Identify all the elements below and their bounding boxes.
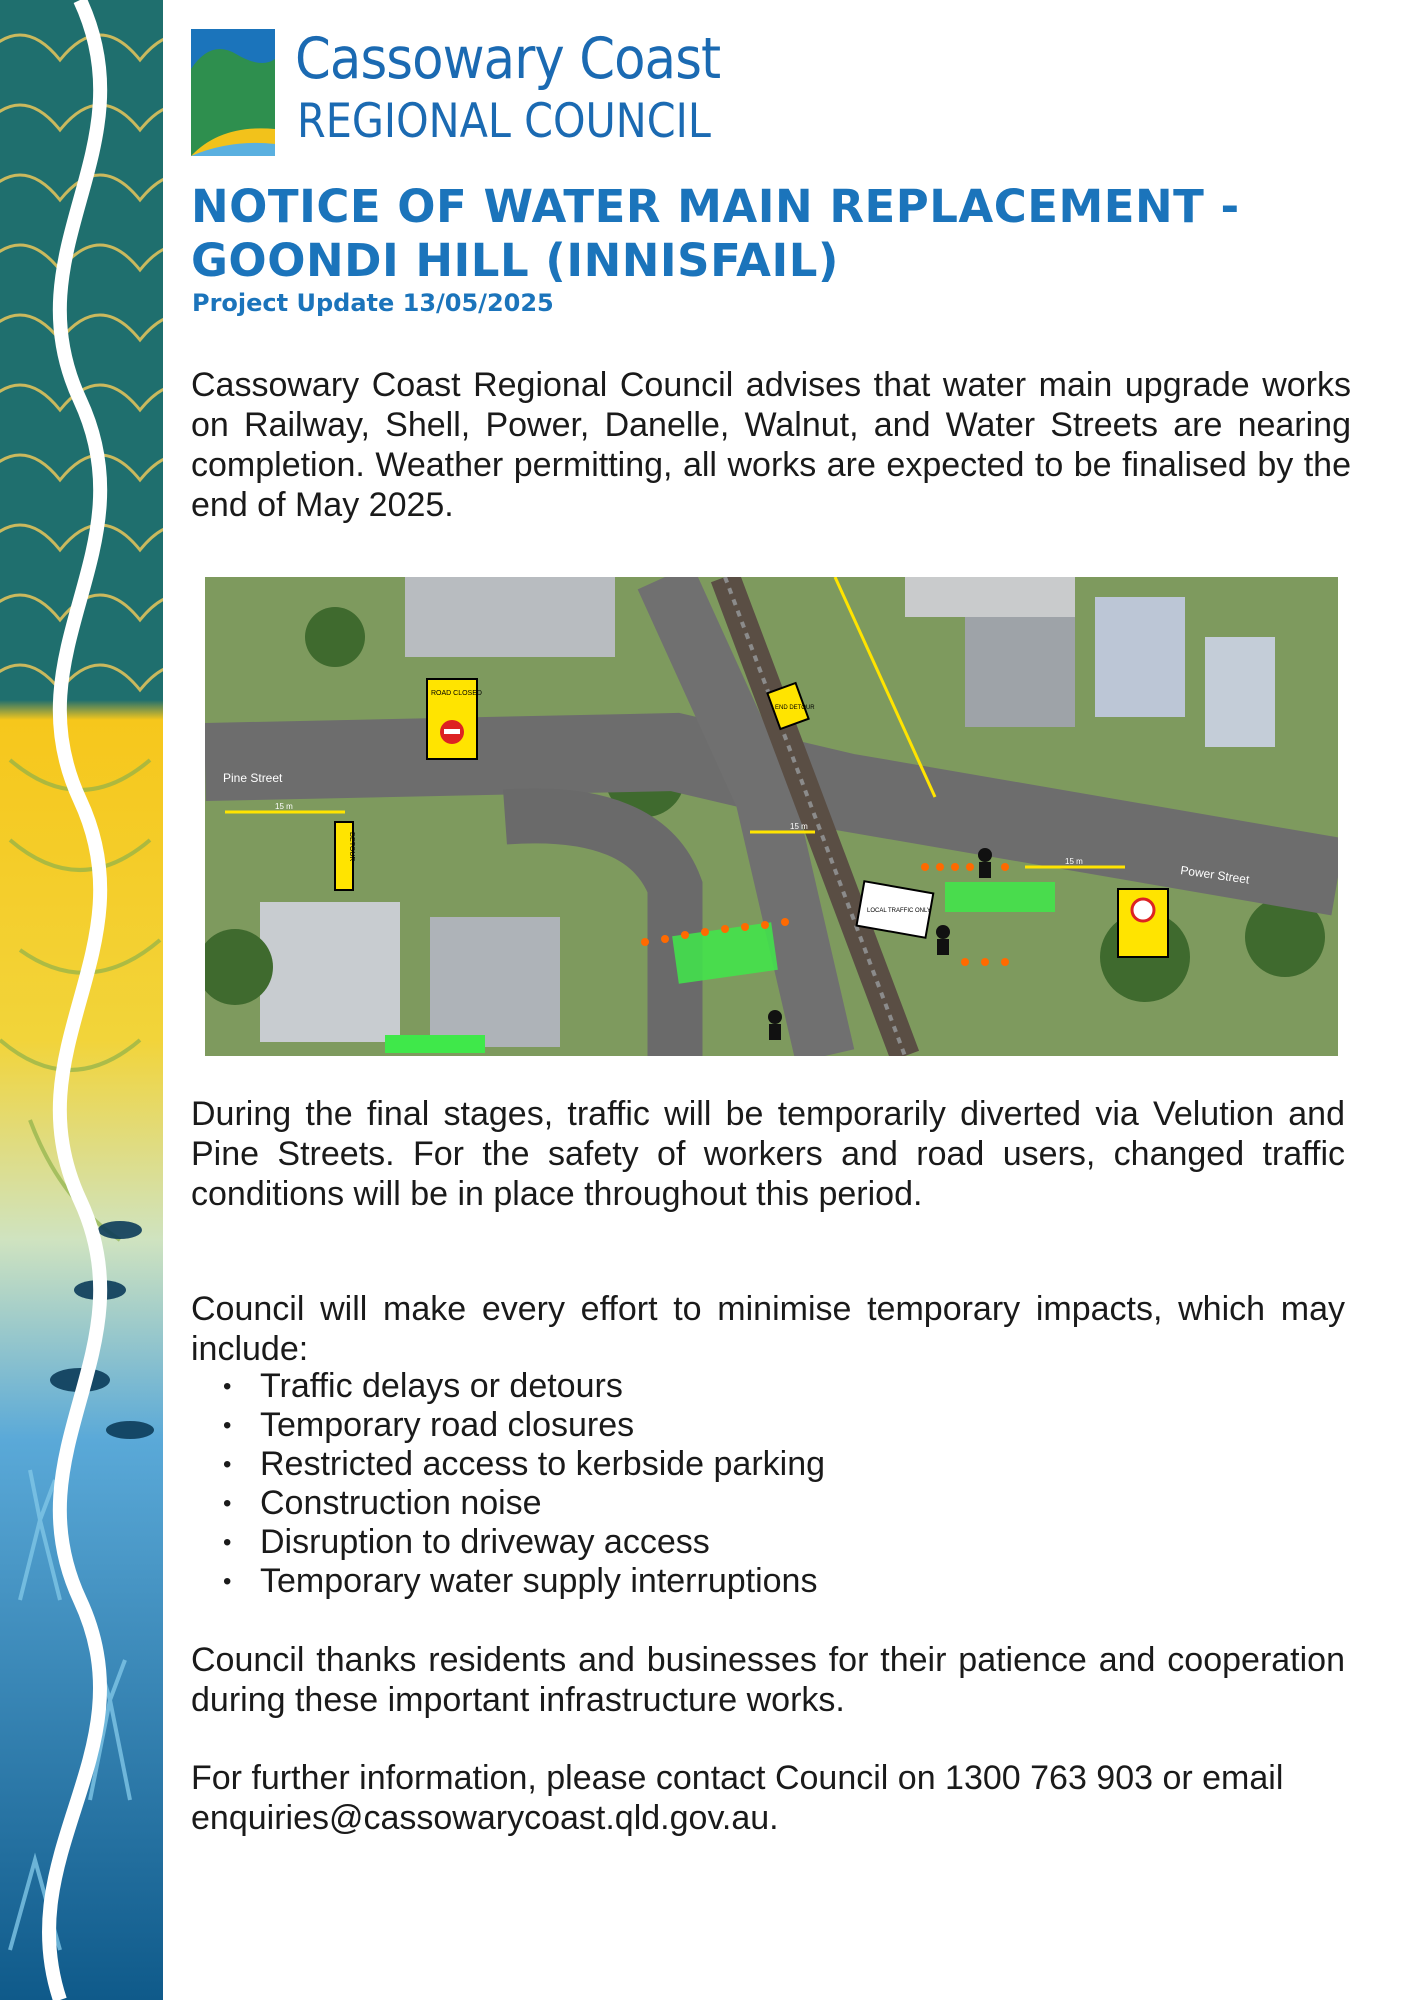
- thanks-paragraph: Council thanks residents and businesses for their patience and cooperation during these important infrastructure works.: [191, 1641, 1345, 1719]
- contact-paragraph: For further information, please contact Council on 1300 763 903 or email enquiries@cassowarycoast.qld.gov.au.: [191, 1759, 1284, 1837]
- building-roof: [260, 902, 400, 1042]
- bullet-icon: •: [223, 1412, 232, 1439]
- list-item-text: Restricted access to kerbside parking: [260, 1445, 826, 1483]
- building-roof: [905, 577, 1075, 617]
- traffic-management-map: [205, 577, 1338, 1056]
- list-item-text: Temporary road closures: [260, 1406, 635, 1444]
- impacts-list: [191, 1367, 825, 1601]
- list-item: [191, 1484, 825, 1523]
- intro-paragraph: Cassowary Coast Regional Council advises that water main upgrade works on Railway, Shell, Power, Danelle, Walnut, and Water Streets are nearing completion. Weather permitting, all works are expected to be finalised by the end of May 2025.: [191, 366, 1351, 524]
- work-zone-barrier: [945, 882, 1055, 912]
- svg-text:END DETOUR: END DETOUR: [775, 705, 815, 711]
- list-item: [191, 1523, 825, 1562]
- notice-title: NOTICE OF WATER MAIN REPLACEMENT - GOONDI HILL (INNISFAIL): [191, 180, 1240, 287]
- building-roof: [965, 617, 1075, 727]
- bullet-icon: •: [223, 1490, 232, 1517]
- list-item-text: Traffic delays or detours: [260, 1367, 623, 1405]
- svg-text:DETOUR: DETOUR: [348, 832, 355, 862]
- diversion-paragraph: During the final stages, traffic will be temporarily diverted via Velution and Pine Streets. For the safety of workers and road users, changed traffic conditions will be in place throughout this period.: [191, 1095, 1345, 1213]
- side-band-art: [0, 0, 163, 2000]
- work-zone-barrier: [385, 1035, 485, 1053]
- logo-name-line1: Cassowary Coast: [295, 26, 721, 92]
- map-distance-label: 15 m: [1065, 857, 1083, 866]
- svg-text:LOCAL TRAFFIC ONLY: LOCAL TRAFFIC ONLY: [867, 908, 931, 914]
- map-label-power-street: Power Street: [1179, 863, 1251, 887]
- list-item-text: Disruption to driveway access: [260, 1523, 710, 1561]
- sign-no-right-turn: [1118, 889, 1168, 957]
- list-item-text: Temporary water supply interruptions: [260, 1562, 818, 1600]
- decorative-side-band: [0, 0, 163, 2000]
- building-roof: [1095, 597, 1185, 717]
- building-roof: [1205, 637, 1275, 747]
- list-item: [191, 1406, 825, 1445]
- list-item: [191, 1445, 825, 1484]
- council-logo: [191, 26, 822, 156]
- map-label-pine-street: Pine Street: [223, 771, 283, 785]
- bullet-icon: •: [223, 1529, 232, 1556]
- list-item: [191, 1562, 825, 1601]
- map-distance-label: 15 m: [275, 802, 293, 811]
- bullet-icon: •: [223, 1451, 232, 1478]
- building-roof: [405, 577, 615, 657]
- aerial-map-image: [205, 577, 1338, 1056]
- map-distance-label: 15 m: [790, 822, 808, 831]
- svg-text:ROAD CLOSED: ROAD CLOSED: [431, 690, 482, 697]
- list-item-text: Construction noise: [260, 1484, 542, 1522]
- sign-road-closed: [427, 679, 482, 759]
- building-roof: [430, 917, 560, 1047]
- logo-name-line2: REGIONAL COUNCIL: [297, 94, 711, 149]
- bullet-icon: •: [223, 1568, 232, 1595]
- impacts-intro-paragraph: Council will make every effort to minimise temporary impacts, which may include:: [191, 1290, 1345, 1368]
- logo-mark-icon: [191, 29, 275, 156]
- project-update-date: Project Update 13/05/2025: [192, 289, 554, 317]
- list-item: [191, 1367, 825, 1406]
- bullet-icon: •: [223, 1373, 232, 1400]
- sign-detour: [335, 822, 355, 890]
